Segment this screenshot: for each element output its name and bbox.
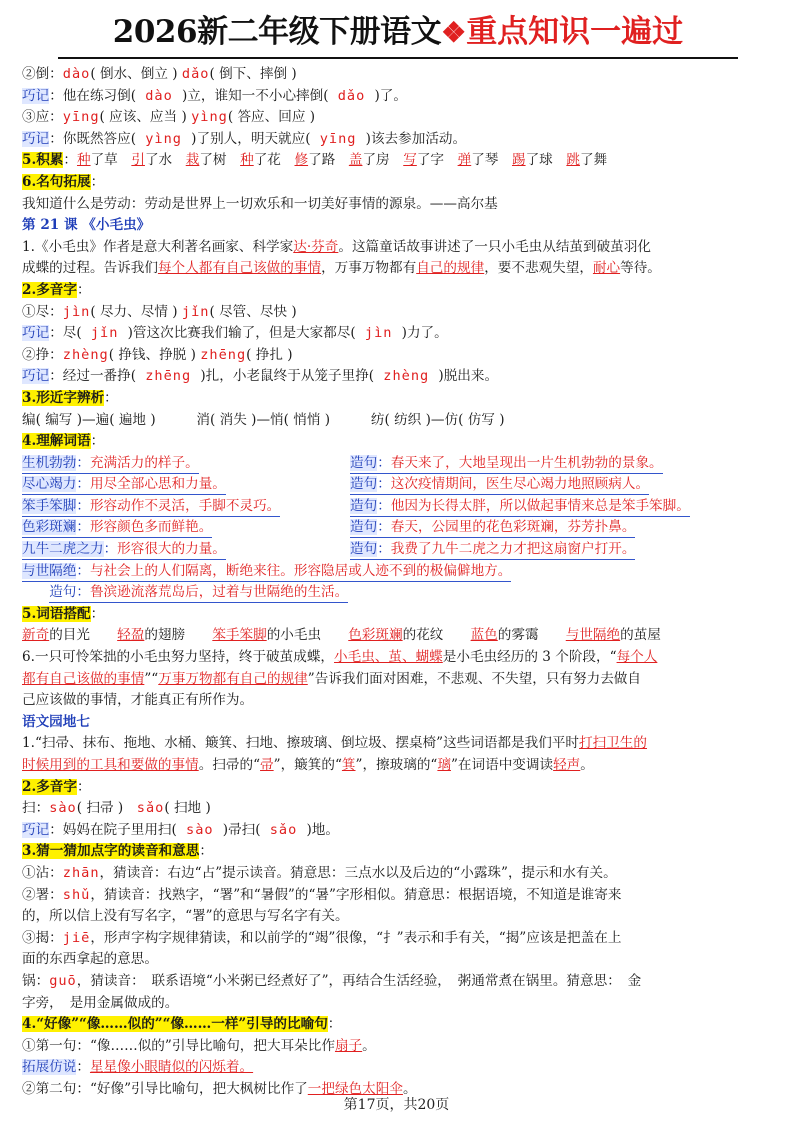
answer-text: 达·芬奇 <box>293 238 339 255</box>
text-segment: )帚扫( <box>222 821 261 838</box>
title-left: 2026新二年级下册语文 <box>112 14 442 50</box>
text-line <box>22 993 774 1015</box>
text-segment: ： <box>199 843 213 860</box>
text-segment: ： <box>76 1059 90 1076</box>
text-segment: 的，所以信上没有写名字，“署”的意思与写名字有关。 <box>22 908 349 925</box>
pinyin: jǐn <box>181 303 210 320</box>
text-line <box>22 172 774 194</box>
text-segment: ”“ <box>144 670 159 687</box>
vocab-sentence: 鲁滨逊流落荒岛后，过着与世隔绝的生活。 <box>89 584 349 601</box>
text-segment: ”告诉我们面对困难，不悲观、不失望，只有努力去做自 <box>307 670 641 687</box>
text-segment: 己应该做的事情，才能真正有所作为。 <box>22 692 254 709</box>
text-line <box>22 1057 774 1079</box>
vocab-sentence: 春天来了，大地呈现出一片生机勃勃的景象。 <box>390 454 663 471</box>
text-segment: ( 尽力、尽情 ) <box>90 303 182 320</box>
text-segment: 4.理解词语 <box>22 433 91 450</box>
text-segment: )地。 <box>306 821 339 838</box>
text-segment: 成蝶的过程。告诉我们 <box>22 260 158 277</box>
text-segment: 拓展仿说 <box>22 1059 77 1076</box>
text-line <box>22 129 774 151</box>
vocab-meaning: 与社会上的人们隔离，断绝来往。形容隐居或人迹不到的极偏僻地方。 <box>89 562 512 579</box>
pinyin: zhān <box>62 864 100 881</box>
text-line <box>22 949 774 971</box>
text-segment: ( 应该、应当 ) <box>99 109 192 126</box>
answer-text: 修 <box>294 152 309 169</box>
text-line <box>22 388 774 410</box>
text-segment: ：你既然答应( <box>49 130 137 147</box>
vocab-row: 九牛二虎之力：形容很大的力量。 造句：我费了九牛二虎之力才把这扇窗户打开。 <box>22 539 774 561</box>
text-line <box>22 107 774 129</box>
text-segment: 巧记 <box>22 368 50 385</box>
text-segment: 4.“好像”“像……似的”“像……一样”引导的比喻句 <box>22 1016 328 1033</box>
text-line <box>22 323 774 345</box>
text-segment: 巧记 <box>22 87 50 104</box>
text-line <box>22 625 774 647</box>
text-line <box>22 1014 774 1036</box>
vocab-word: 笨手笨脚 <box>22 497 77 514</box>
text-segment: 5.积累 <box>22 152 64 169</box>
vocab-table <box>22 453 774 561</box>
text-segment: 3.形近字辨析 <box>22 389 105 406</box>
answer-text: 引 <box>131 152 145 169</box>
text-segment: 。这篇童话故事讲述了一只小毛虫从结茧到破茧羽化 <box>338 238 652 255</box>
text-line <box>22 1036 774 1058</box>
pinyin: dǎo <box>328 87 375 104</box>
text-segment: ①尽： <box>22 303 63 320</box>
answer-text: 扇子 <box>334 1037 363 1054</box>
text-segment: 字旁， 是用金属做成的。 <box>22 994 179 1011</box>
text-segment: 了树 <box>199 152 241 169</box>
text-line <box>22 150 774 172</box>
pinyin: zhēng <box>136 368 201 385</box>
text-segment: 的花纹 <box>402 627 471 644</box>
text-segment: ②署： <box>22 886 63 903</box>
text-segment: ： <box>63 152 77 169</box>
answer-text: 栽 <box>185 152 200 169</box>
text-segment: ： <box>327 1016 342 1033</box>
text-segment: 1.《小毛虫》作者是意大利著名画家、科学家 <box>22 238 294 255</box>
answer-text: 箕 <box>341 757 356 773</box>
pinyin: jiē <box>62 929 91 946</box>
answer-text: 写 <box>403 152 417 169</box>
vocab-sentence: 我费了九牛二虎之力才把这扇窗户打开。 <box>390 541 636 558</box>
answer-text: 新奇 <box>22 627 50 644</box>
text-segment: 的目光 <box>49 627 118 644</box>
text-segment: 。扫帚的“ <box>198 757 261 773</box>
pinyin: sào <box>49 800 77 817</box>
pinyin: sào <box>176 821 223 838</box>
pinyin: yìng <box>136 130 192 147</box>
text-segment: ( 扫地 ) <box>164 800 211 817</box>
sentence-label: 造句 <box>350 519 378 536</box>
text-line <box>22 885 774 907</box>
sentence-label: 造句 <box>350 476 378 493</box>
answer-text: 色彩斑斓 <box>348 627 403 644</box>
text-segment: 了字 <box>416 152 458 169</box>
answer-text: 蓝色 <box>470 627 498 644</box>
text-segment: ( 倒下、摔倒 ) <box>209 66 297 82</box>
text-segment: ，形声字构字规律猜读，和以前学的“竭”很像，“扌”表示和手有关，“揭”应该是把盖在上 <box>90 929 622 946</box>
text-line <box>22 841 774 863</box>
text-segment: 了琴 <box>471 152 512 169</box>
text-segment: 2.多音字 <box>22 281 77 298</box>
text-segment: 的翅膀 <box>144 627 213 644</box>
text-line <box>22 971 774 993</box>
sentence-label: 造句 <box>49 584 77 601</box>
answer-text: 种 <box>240 152 254 169</box>
page-footer: 第17页，共20页 <box>343 1097 450 1113</box>
text-line <box>22 302 774 324</box>
text-segment: 面的东西拿起的意思。 <box>22 951 158 968</box>
text-segment: 。 <box>580 757 594 773</box>
text-segment: 的茧屋 <box>620 627 661 644</box>
pinyin: yīng <box>310 130 366 147</box>
sentence-label: 造句 <box>350 454 378 471</box>
text-segment: ： <box>90 433 105 450</box>
text-segment: ( 扫帚 ) <box>76 800 137 817</box>
answer-text: 小毛虫、茧、蝴蝶 <box>334 649 443 666</box>
text-segment: 1.“扫帚、抹布、拖地、水桶、簸箕、扫地、擦玻璃、倒垃圾、摆桌椅”这些词语都是我们平时 <box>22 735 580 752</box>
vocab-meaning: 用尽全部心思和力量。 <box>89 476 226 493</box>
text-line <box>22 366 774 388</box>
answer-text: 万事万物都有自己的规律 <box>158 670 308 687</box>
answer-text: 每个人都有自己该做的事情 <box>157 260 322 277</box>
sentence-label: 造句 <box>350 541 378 558</box>
text-segment: 锅： <box>22 972 50 989</box>
text-segment: 的小毛虫 <box>266 627 349 644</box>
vocab-word: 色彩斑斓 <box>22 519 77 536</box>
text-segment: 3.猜一猜加点字的读音和意思 <box>22 843 200 860</box>
pinyin: dǎo <box>181 66 210 82</box>
page-title <box>22 0 774 64</box>
text-line <box>22 755 774 777</box>
text-segment: 是小毛虫经历的 3 个阶段，“ <box>442 649 617 666</box>
text-segment: 巧记 <box>22 325 50 342</box>
text-line <box>22 777 774 799</box>
answer-text: 帚 <box>260 757 274 773</box>
text-segment: 6.名句拓展 <box>22 173 91 190</box>
text-line <box>22 64 774 86</box>
text-segment: )脱出来。 <box>438 368 499 385</box>
text-segment: ②倒： <box>22 66 63 82</box>
answer-text: 璃 <box>437 757 451 773</box>
text-segment: ：妈妈在院子里用扫( <box>49 821 177 838</box>
pinyin: yīng <box>62 109 100 126</box>
answer-text: 耐心 <box>592 260 621 277</box>
text-segment: ”在词语中变调读 <box>450 757 554 773</box>
pinyin: guō <box>49 972 77 989</box>
vocab-row: 笨手笨脚：形容动作不灵活，手脚不灵巧。 造句：他因为长得太胖，所以做起事情来总是笨手笨脚。 <box>22 496 774 518</box>
text-segment: 我知道什么是劳动：劳动是世界上一切欢乐和一切美好事情的源泉。——高尔基 <box>22 195 498 212</box>
vocab-row: 与世隔绝：与社会上的人们隔离，断绝来往。形容隐居或人迹不到的极偏僻地方。 <box>22 561 774 583</box>
text-segment: )力了。 <box>401 325 448 342</box>
diamond-icon: ❖ <box>441 16 467 49</box>
text-segment: 。 <box>362 1037 376 1054</box>
text-segment: ③应： <box>22 109 63 126</box>
text-segment: )管这次比赛我们输了，但是大家都尽( <box>127 325 356 342</box>
answer-text: 打扫卫生的 <box>579 735 647 752</box>
text-line <box>22 345 774 367</box>
text-line <box>22 712 774 734</box>
vocab-yushi <box>22 561 774 604</box>
text-segment: ： <box>76 281 91 298</box>
text-segment: )该去参加活动。 <box>365 130 467 147</box>
text-segment: ②第二句：“好像”引导比喻句，把大枫树比作了 <box>22 1080 308 1097</box>
text-line <box>22 647 774 669</box>
text-segment: ，要不悲观失望， <box>484 260 593 277</box>
text-line <box>22 237 774 259</box>
text-line <box>22 906 774 928</box>
text-line <box>22 431 774 453</box>
text-line <box>22 258 774 280</box>
text-segment: 6.一只可怜笨拙的小毛虫努力坚持，终于破茧成蝶， <box>22 649 335 666</box>
text-segment: 等待。 <box>620 260 661 277</box>
text-segment: ( 挣扎 ) <box>246 346 293 363</box>
text-segment: ”，簸箕的“ <box>273 757 342 773</box>
vocab-meaning: 形容颜色多而鲜艳。 <box>89 519 213 536</box>
answer-text: 轻声 <box>553 757 581 773</box>
pinyin: zhēng <box>200 346 247 363</box>
vocab-word: 尽心竭力 <box>22 476 77 493</box>
answer-text: 都有自己该做的事情 <box>22 670 145 687</box>
text-segment: ③揭： <box>22 929 63 946</box>
text-line <box>22 798 774 820</box>
content-block-1 <box>22 64 774 453</box>
title-right: 重点知识一遍过 <box>466 14 684 50</box>
text-segment: ，猜读音：右边“占”提示读音。猜意思：三点水以及后边的“小露珠”，提示和水有关。 <box>99 864 617 881</box>
text-segment: 了房 <box>362 152 404 169</box>
pinyin: shǔ <box>62 886 91 903</box>
answer-text: 盖 <box>348 152 363 169</box>
text-segment: ：他在练习倒( <box>49 87 137 104</box>
vocab-row: 尽心竭力：用尽全部心思和力量。 造句：这次疫情期间，医生尽心竭力地照顾病人。 <box>22 474 774 496</box>
pinyin: sǎo <box>260 821 307 838</box>
vocab-row: 色彩斑斓：形容颜色多而鲜艳。 造句：春天，公园里的花色彩斑斓，芬芳扑鼻。 <box>22 517 774 539</box>
text-segment: 扫： <box>22 800 50 817</box>
pinyin: yìng <box>191 109 228 126</box>
pinyin: jǐn <box>81 325 128 342</box>
text-segment: 了草 <box>90 152 132 169</box>
text-segment: 巧记 <box>22 130 50 147</box>
text-segment: 5.词语搭配 <box>22 605 91 622</box>
answer-text: 轻盈 <box>117 627 145 644</box>
answer-text: 与世隔绝 <box>565 627 621 644</box>
text-line <box>22 280 774 302</box>
text-line <box>22 669 774 691</box>
text-segment: )扎，小老鼠终于从笼子里挣( <box>200 368 375 385</box>
text-segment: )立，谁知一不小心摔倒( <box>181 87 329 104</box>
answer-text: 笨手笨脚 <box>212 627 267 644</box>
pinyin: sǎo <box>136 800 165 817</box>
answer-text: 一把绿色太阳伞 <box>307 1080 403 1097</box>
text-segment: ：经过一番挣( <box>49 368 137 385</box>
text-segment: ： <box>104 389 118 406</box>
text-segment: ，猜读音：找熟字，“署”和“暑假”的“暑”字形相似。猜意思：根据语境，不知道是谁寄来 <box>90 886 622 903</box>
text-segment: ( 尽管、尽快 ) <box>209 303 297 320</box>
answer-text: 自己的规律 <box>416 260 485 277</box>
text-segment: 了花 <box>253 152 295 169</box>
content-block-2 <box>22 604 774 1101</box>
text-line <box>22 215 774 237</box>
answer-text: 跳 <box>566 152 580 169</box>
text-line <box>22 820 774 842</box>
text-segment: 2.多音字 <box>22 778 77 795</box>
text-segment: 了球 <box>525 152 567 169</box>
vocab-meaning: 充满活力的样子。 <box>89 454 199 471</box>
text-segment: 第 21 课 《小毛虫》 <box>22 217 151 234</box>
text-segment: 了路 <box>308 152 349 169</box>
text-segment: ①第一句：“像……似的”引导比喻句，把大耳朵比作 <box>22 1037 335 1054</box>
text-segment: 了舞 <box>579 152 608 169</box>
text-segment: ： <box>90 605 105 622</box>
pinyin: zhèng <box>374 368 439 385</box>
text-segment: 了水 <box>144 152 186 169</box>
vocab-word: 生机勃勃 <box>22 454 77 471</box>
answer-text: 时候用到的工具和要做的事情 <box>22 757 199 773</box>
answer-text: 星星像小眼睛似的闪烁着。 <box>89 1059 254 1076</box>
text-segment: ②挣： <box>22 346 63 363</box>
text-segment: 编( 编写 )—遍( 遍地 ) 消( 消失 )—悄( 悄悄 ) 纺( 纺织 )—仿( 仿写 ) <box>22 411 505 428</box>
vocab-word: 与世隔绝 <box>22 562 77 579</box>
text-segment: ( 挣钱、挣脱 ) <box>108 346 201 363</box>
text-segment: ( 答应、回应 ) <box>227 109 316 126</box>
title-underline <box>58 57 738 59</box>
vocab-meaning: 形容很大的力量。 <box>117 541 226 558</box>
text-segment: ： <box>76 778 91 795</box>
text-line <box>22 86 774 108</box>
text-line <box>22 604 774 626</box>
answer-text: 种 <box>76 152 91 169</box>
vocab-row: 造句：鲁滨逊流落荒岛后，过着与世隔绝的生活。 <box>22 582 774 604</box>
text-segment: ①沾： <box>22 864 63 881</box>
text-segment: 。 <box>402 1080 417 1097</box>
text-line <box>22 863 774 885</box>
pinyin: dào <box>62 66 91 82</box>
text-segment: 巧记 <box>22 821 50 838</box>
pinyin: jìn <box>62 303 91 320</box>
pinyin: jìn <box>355 325 402 342</box>
text-line <box>22 928 774 950</box>
vocab-meaning: 形容动作不灵活，手脚不灵巧。 <box>89 497 281 514</box>
text-segment: ： <box>90 173 105 190</box>
text-segment: 的雾霭 <box>497 627 566 644</box>
answer-text: 弹 <box>457 152 472 169</box>
text-line <box>22 690 774 712</box>
vocab-row: 生机勃勃：充满活力的样子。 造句：春天来了，大地呈现出一片生机勃勃的景象。 <box>22 453 774 475</box>
text-segment: 语文园地七 <box>22 713 90 730</box>
text-segment: ：尽( <box>49 325 82 342</box>
answer-text: 踢 <box>511 152 526 169</box>
document-page <box>22 0 774 1101</box>
text-segment: ( 倒水、倒立 ) <box>90 66 182 82</box>
vocab-word: 九牛二虎之力 <box>22 541 104 558</box>
text-segment: )了别人，明天就应( <box>191 130 311 147</box>
vocab-sentence: 这次疫情期间，医生尽心竭力地照顾病人。 <box>390 476 650 493</box>
vocab-sentence: 春天，公园里的花色彩斑斓，芬芳扑鼻。 <box>390 519 636 536</box>
pinyin: dào <box>136 87 182 104</box>
text-line <box>22 733 774 755</box>
pinyin: zhèng <box>62 346 109 363</box>
vocab-sentence: 他因为长得太胖，所以做起事情来总是笨手笨脚。 <box>390 497 690 514</box>
answer-text: 每个人 <box>616 649 658 666</box>
text-segment: ，猜读音： 联系语境“小米粥已经煮好了”，再结合生活经验， 粥通常煮在锅里。猜意思： 金 <box>76 972 642 989</box>
text-line <box>22 194 774 216</box>
text-line <box>22 410 774 432</box>
text-segment: ，万事万物都有 <box>321 260 417 277</box>
text-segment: )了。 <box>374 87 407 104</box>
text-segment: ”，擦玻璃的“ <box>355 757 438 773</box>
sentence-label: 造句 <box>350 497 378 514</box>
